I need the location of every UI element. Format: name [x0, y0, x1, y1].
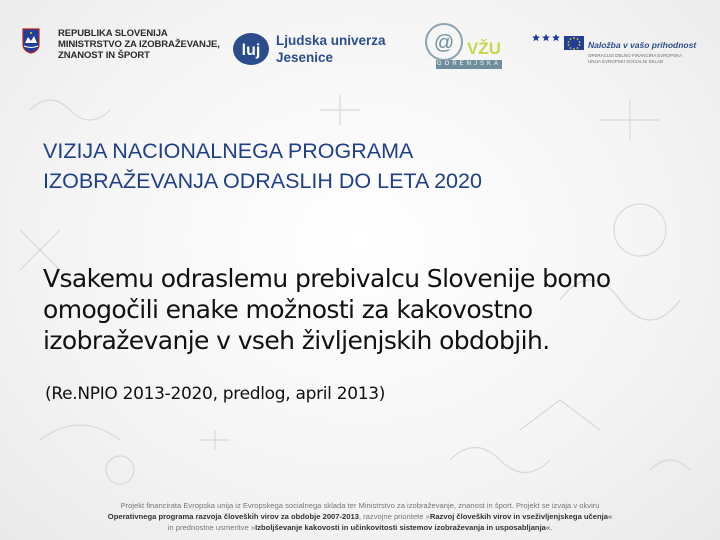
vzu-band: GORENJSKA: [436, 61, 501, 67]
vision-statement: [43, 263, 693, 356]
vzu-mark: VŽU: [467, 39, 501, 58]
ministry-line-1: REPUBLIKA SLOVENIJA: [58, 28, 168, 39]
luj-mark: luj: [241, 42, 261, 59]
title-line-2: IZOBRAŽEVANJA ODRASLIH DO LETA 2020: [43, 169, 482, 193]
svg-text:@: @: [433, 32, 455, 54]
footer-line-2: [70, 511, 650, 522]
eu-funding-note: OPERACIJO DELNO FINANCIRA EVROPSKA UNIJA EVROPSKI SOCIALNI SKLAD: [588, 53, 682, 64]
vision-line-1: Vsakemu odraslemu prebivalcu Slovenije bomo: [43, 264, 611, 293]
ministry-line-2: MINISTRSTVO ZA IZOBRAŽEVANJE,: [58, 39, 220, 50]
footer-line-3: [70, 522, 650, 533]
footer-direction-label: in prednostne usmeritve »: [167, 523, 256, 532]
footer-direction: Izboljševanje kakovosti in učinkovitosti sistemov izobraževanja in usposabljanja: [255, 523, 546, 532]
footer-priority: Razvoj človeških virov in vseživljenjskega učenja: [429, 512, 608, 521]
eu-slogan: Naložba v vašo prihodnost: [588, 40, 697, 50]
title-line-1: VIZIJA NACIONALNEGA PROGRAMA: [43, 139, 414, 163]
vision-line-2: omogočili enake možnosti za kakovostno: [43, 295, 533, 324]
source-citation: (Re.NPIO 2013-2020, predlog, april 2013): [45, 384, 386, 404]
vision-line-3: izobraževanje v vseh življenjskih obdobjih.: [43, 326, 550, 355]
footer-op-programme: Operativnega programa razvoja človeških virov za obdobje 2007-2013: [107, 512, 359, 521]
slide-title: [43, 136, 683, 196]
footer-line-1: Projekt financirata Evropska unija iz Evropskega socialnega sklada ter Ministrstvo za izobraževanje, znanost in šport. Projekt se izvaja v okviru: [120, 501, 600, 510]
footer-priority-label: , razvojne prioritete »: [358, 512, 430, 521]
footer-line-3-end: «.: [545, 523, 553, 532]
ministry-line-3: ZNANOST IN ŠPORT: [58, 50, 150, 61]
footer-line-2-end: «: [607, 512, 613, 521]
luj-line-2: Jesenice: [276, 50, 334, 65]
funding-footer: [70, 500, 650, 533]
luj-line-1: Ljudska univerza: [276, 33, 386, 48]
